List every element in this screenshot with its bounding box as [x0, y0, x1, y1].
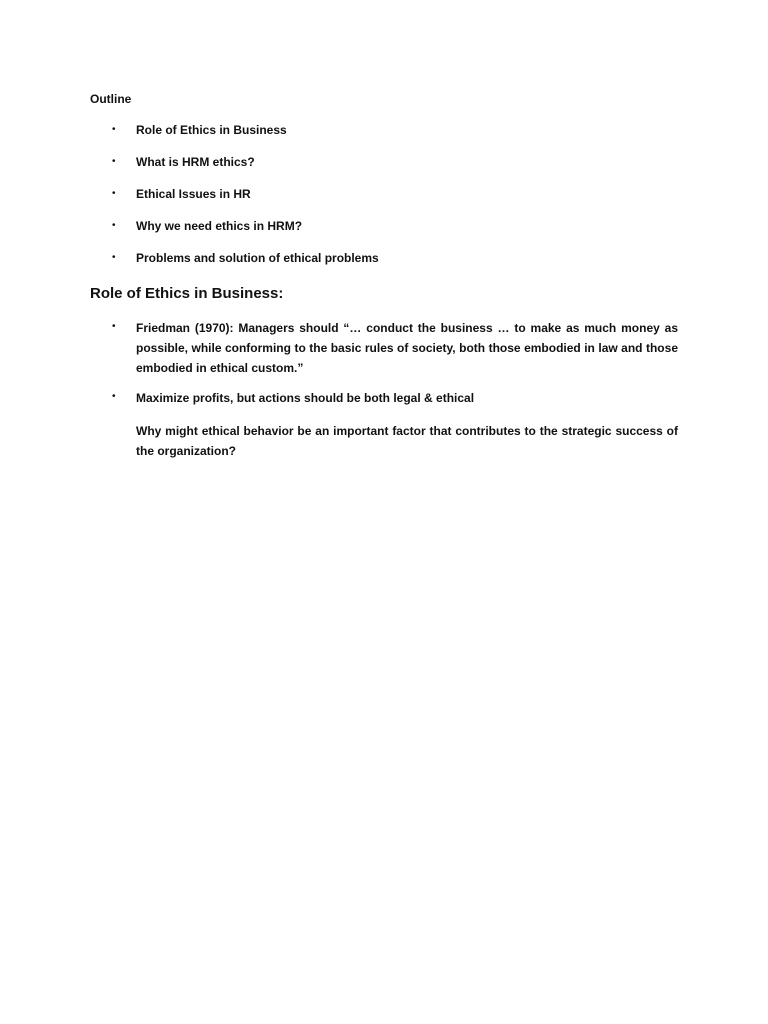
bullet-icon: •: [112, 124, 116, 135]
outline-item: [0, 122, 768, 154]
bullet-icon: •: [112, 188, 116, 199]
followup-question: Why might ethical behavior be an important factor that contributes to the strategic success of the organization?: [136, 424, 678, 458]
outline-item: [0, 154, 768, 186]
outline-item-text: Role of Ethics in Business: [136, 123, 287, 137]
friedman-quote-paragraph: Friedman (1970): Managers should “… conduct the business … to make as much money as possible, while conforming to the basic rules of society, both those embodied in law and those embodied in ethical custom.”: [136, 321, 678, 375]
section-point: [0, 318, 768, 378]
outline-list: [0, 122, 768, 282]
outline-item: [0, 218, 768, 250]
bullet-icon: •: [112, 321, 116, 332]
section-heading: Role of Ethics in Business:: [90, 285, 284, 302]
bullet-icon: •: [112, 220, 116, 231]
outline-item: [0, 186, 768, 218]
bullet-icon: •: [112, 391, 116, 402]
outline-item-text: Problems and solution of ethical problems: [136, 251, 379, 265]
outline-item-text: What is HRM ethics?: [136, 155, 255, 169]
spacer: [0, 378, 768, 388]
maximize-profits-paragraph: Maximize profits, but actions should be both legal & ethical: [136, 391, 475, 405]
section-point: [0, 388, 768, 408]
outline-item: [0, 250, 768, 282]
outline-item-text: Ethical Issues in HR: [136, 187, 251, 201]
bullet-icon: •: [112, 156, 116, 167]
section-bullet-list: [0, 318, 768, 408]
outline-item-text: Why we need ethics in HRM?: [136, 219, 303, 233]
bullet-icon: •: [112, 252, 116, 263]
outline-title: Outline: [90, 92, 132, 106]
